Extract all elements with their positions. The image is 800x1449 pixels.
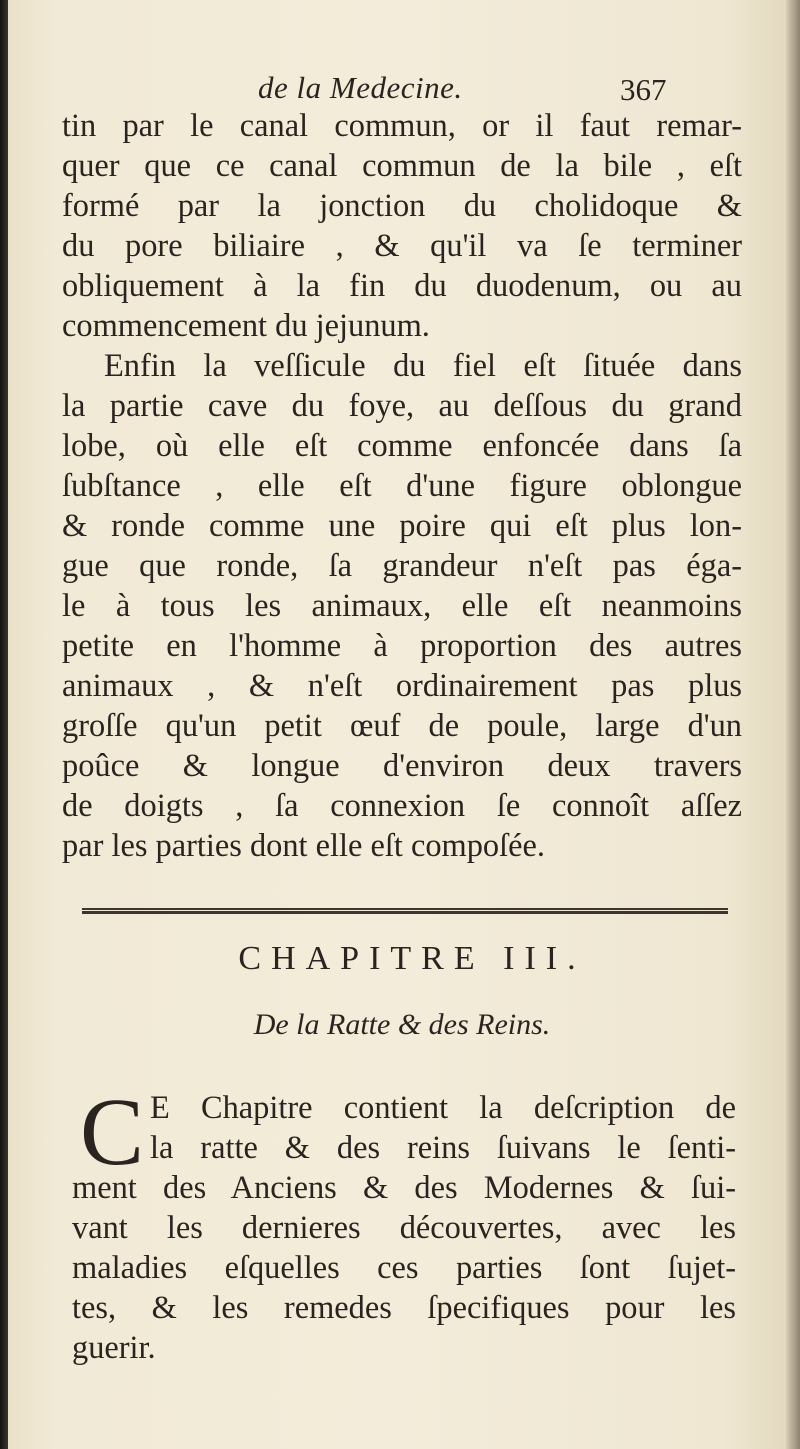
text-line: de doigts , ſa connexion ſe connoît aſſez — [62, 788, 742, 824]
text-line: ment des Anciens & des Modernes & ſui- — [72, 1170, 736, 1206]
text-line: lobe, où elle eſt comme enfoncée dans ſa — [62, 428, 742, 464]
text-line: & ronde comme une poire qui eſt plus lon- — [62, 508, 742, 544]
text-line: obliquement à la fin du duodenum, ou au — [62, 268, 742, 304]
text-line: formé par la jonction du cholidoque & — [62, 188, 742, 224]
running-head: de la Medecine. — [258, 70, 463, 105]
text-line: tes, & les remedes ſpecifiques pour les — [72, 1290, 736, 1326]
text-line: par les parties dont elle eſt compoſée. — [62, 828, 545, 864]
text-line: vant les dernieres découvertes, avec les — [72, 1210, 736, 1246]
text-line: E Chapitre contient la deſcription de — [150, 1090, 736, 1126]
text-line: la ratte & des reins ſuivans le ſenti- — [150, 1130, 736, 1166]
text-line: le à tous les animaux, elle eſt neanmoins — [62, 588, 742, 624]
book-page — [8, 0, 786, 1449]
page-edge — [786, 0, 800, 1449]
text-line: groſſe qu'un petit œuf de poule, large d'un — [62, 708, 742, 744]
page-number: 367 — [620, 72, 667, 107]
chapter-subtitle: De la Ratte & des Reins. — [253, 1008, 551, 1041]
text-line: la partie cave du foye, au deſſous du grand — [62, 388, 742, 424]
text-line: guerir. — [72, 1330, 156, 1366]
text-line: commencement du jejunum. — [62, 308, 430, 344]
chapter-body — [72, 1078, 736, 1368]
drop-cap: C — [80, 1078, 145, 1185]
body-text — [62, 106, 742, 866]
chapter-divider-rule — [82, 908, 728, 914]
text-line: maladies eſquelles ces parties ſont ſujet- — [72, 1250, 736, 1286]
page-header — [8, 70, 786, 110]
text-line: tin par le canal commun, or il faut remar- — [62, 108, 742, 144]
text-line: quer que ce canal commun de la bile , eſt — [62, 148, 742, 184]
book-gutter — [0, 0, 8, 1449]
text-line: ſubſtance , elle eſt d'une figure oblongue — [62, 468, 742, 504]
text-line: Enfin la veſſicule du fiel eſt ſituée dans — [104, 348, 742, 384]
text-line: gue que ronde, ſa grandeur n'eſt pas éga- — [62, 548, 742, 584]
text-line: poûce & longue d'environ deux travers — [62, 748, 742, 784]
chapter-title: CHAPITRE III. — [238, 940, 586, 977]
text-line: animaux , & n'eſt ordinairement pas plus — [62, 668, 742, 704]
text-line: petite en l'homme à proportion des autres — [62, 628, 742, 664]
text-line: du pore biliaire , & qu'il va ſe terminer — [62, 228, 742, 264]
